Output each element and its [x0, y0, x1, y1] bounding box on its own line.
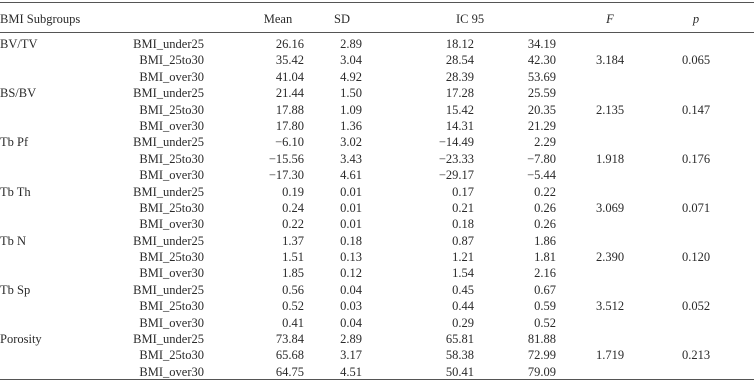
ic95-upper-cell: 2.16 [534, 266, 556, 281]
ic95-upper-cell: 34.19 [527, 37, 556, 51]
bmi-subgroup-cell: BMI_over30 [139, 364, 204, 379]
header-sd: SD [334, 12, 350, 26]
bmi-subgroup-cell: BMI_under25 [133, 135, 204, 150]
ic95-upper-cell: 1.86 [534, 233, 556, 248]
bmi-subgroup-cell: BMI_under25 [133, 86, 204, 101]
ic95-upper-cell: 2.29 [534, 135, 556, 150]
sd-cell: 0.04 [340, 282, 362, 297]
table-row [0, 347, 754, 363]
bmi-subgroup-cell: BMI_over30 [139, 69, 204, 84]
variable-label: BV/TV [0, 37, 38, 51]
ic95-upper-cell: 21.29 [527, 118, 556, 133]
bmi-subgroup-cell: BMI_over30 [139, 118, 204, 133]
table-row [0, 134, 754, 150]
ic95-upper-cell: 42.30 [527, 53, 556, 68]
sd-cell: 3.17 [340, 348, 362, 363]
sd-cell: 0.18 [340, 233, 362, 248]
bmi-subgroup-cell: BMI_under25 [133, 332, 204, 347]
f-statistic-cell: 2.390 [595, 250, 625, 265]
f-statistic-cell: 1.918 [595, 151, 625, 166]
mean-cell: 17.80 [275, 118, 304, 133]
bmi-subgroup-cell: BMI_over30 [139, 217, 204, 232]
bmi-subgroup-cell: BMI_over30 [139, 315, 204, 330]
sd-cell: 0.03 [340, 299, 362, 314]
table-row [0, 265, 754, 281]
sd-cell: 0.04 [340, 315, 362, 330]
bmi-subgroup-cell: BMI_25to30 [139, 348, 204, 363]
table-top-rule [0, 2, 754, 3]
ic95-upper-cell: 0.26 [534, 217, 556, 232]
table-bottom-rule [0, 379, 754, 380]
ic95-upper-cell: 0.52 [534, 315, 556, 330]
table-row [0, 102, 754, 118]
mean-cell: 21.44 [275, 86, 304, 101]
bmi-subgroup-cell: BMI_25to30 [139, 151, 204, 166]
table-row [0, 331, 754, 347]
ic95-upper-cell: 0.22 [534, 184, 556, 199]
ic95-lower-cell: 0.17 [452, 184, 474, 199]
mean-cell: 0.56 [282, 282, 304, 297]
table-row [0, 315, 754, 331]
p-value-cell: 0.052 [681, 299, 711, 314]
ic95-upper-cell: 72.99 [527, 348, 556, 363]
f-statistic-cell: 1.719 [595, 348, 625, 363]
table-body [0, 36, 754, 380]
mean-cell: 0.24 [282, 200, 304, 215]
table-row [0, 69, 754, 85]
ic95-upper-cell: 1.81 [534, 250, 556, 265]
ic95-lower-cell: −29.17 [438, 168, 474, 183]
bmi-subgroup-cell: BMI_under25 [133, 233, 204, 248]
sd-cell: 1.36 [340, 118, 362, 133]
header-ic-95: IC 95 [455, 12, 485, 26]
sd-cell: 1.09 [340, 102, 362, 117]
mean-cell: 73.84 [275, 332, 304, 347]
mean-cell: −6.10 [275, 135, 304, 150]
sd-cell: 4.92 [340, 69, 362, 84]
sd-cell: 3.43 [340, 151, 362, 166]
mean-cell: 0.52 [282, 299, 304, 314]
ic95-upper-cell: 0.67 [534, 282, 556, 297]
sd-cell: 3.04 [340, 53, 362, 68]
ic95-lower-cell: 0.29 [452, 315, 474, 330]
ic95-lower-cell: 28.39 [445, 69, 474, 84]
mean-cell: 17.88 [275, 102, 304, 117]
ic95-upper-cell: 79.09 [527, 364, 556, 379]
mean-cell: 35.42 [275, 53, 304, 68]
bmi-subgroup-cell: BMI_25to30 [139, 53, 204, 68]
ic95-lower-cell: 28.54 [445, 53, 474, 68]
ic95-upper-cell: −7.80 [527, 151, 556, 166]
ic95-lower-cell: 0.45 [452, 282, 474, 297]
p-value-cell: 0.065 [681, 53, 711, 68]
ic95-upper-cell: 20.35 [527, 102, 556, 117]
ic95-lower-cell: 58.38 [445, 348, 474, 363]
table-row [0, 184, 754, 200]
mean-cell: 0.41 [282, 315, 304, 330]
ic95-upper-cell: 0.59 [534, 299, 556, 314]
bmi-subgroup-cell: BMI_25to30 [139, 200, 204, 215]
mean-cell: 64.75 [275, 364, 304, 379]
sd-cell: 0.01 [340, 200, 362, 215]
variable-label: Tb Pf [0, 135, 29, 150]
table-row [0, 200, 754, 216]
mean-cell: 1.51 [282, 250, 304, 265]
variable-label: Porosity [0, 332, 42, 347]
table-row [0, 298, 754, 314]
header-p: p [692, 12, 700, 26]
sd-cell: 4.51 [340, 364, 362, 379]
ic95-lower-cell: 18.12 [445, 37, 474, 51]
table-row [0, 249, 754, 265]
variable-label: Tb Th [0, 184, 31, 199]
bmi-subgroup-cell: BMI_over30 [139, 168, 204, 183]
table-row [0, 52, 754, 68]
variable-label: Tb N [0, 233, 27, 248]
sd-cell: 3.02 [340, 135, 362, 150]
p-value-cell: 0.176 [681, 151, 711, 166]
f-statistic-cell: 3.069 [595, 200, 625, 215]
sd-cell: 0.01 [340, 217, 362, 232]
table-header-row [0, 8, 754, 30]
sd-cell: 0.01 [340, 184, 362, 199]
variable-label: Tb Sp [0, 282, 31, 297]
bmi-subgroup-cell: BMI_under25 [133, 184, 204, 199]
bmi-subgroup-cell: BMI_under25 [133, 282, 204, 297]
ic95-lower-cell: 15.42 [445, 102, 474, 117]
ic95-lower-cell: 1.54 [452, 266, 474, 281]
header-f: F [606, 12, 614, 26]
ic95-lower-cell: 0.44 [452, 299, 474, 314]
bmi-subgroup-cell: BMI_25to30 [139, 250, 204, 265]
ic95-lower-cell: −14.49 [438, 135, 474, 150]
header-bmi-subgroups: BMI Subgroups [0, 12, 81, 26]
mean-cell: 1.37 [282, 233, 304, 248]
mean-cell: 65.68 [275, 348, 304, 363]
table-header-rule [0, 32, 754, 33]
table-row [0, 118, 754, 134]
sd-cell: 1.50 [340, 86, 362, 101]
ic95-lower-cell: 65.81 [445, 332, 474, 347]
ic95-lower-cell: 17.28 [445, 86, 474, 101]
p-value-cell: 0.147 [681, 102, 711, 117]
ic95-upper-cell: 81.88 [527, 332, 556, 347]
bmi-subgroup-cell: BMI_over30 [139, 266, 204, 281]
table-row [0, 151, 754, 167]
mean-cell: −15.56 [268, 151, 304, 166]
ic95-lower-cell: 50.41 [445, 364, 474, 379]
table-row [0, 233, 754, 249]
table-row [0, 216, 754, 232]
sd-cell: 2.89 [340, 332, 362, 347]
mean-cell: 26.16 [275, 37, 304, 51]
bmi-subgroup-cell: BMI_under25 [133, 37, 204, 51]
ic95-upper-cell: 53.69 [527, 69, 556, 84]
ic95-lower-cell: 0.18 [452, 217, 474, 232]
mean-cell: 0.19 [282, 184, 304, 199]
sd-cell: 2.89 [340, 37, 362, 51]
sd-cell: 4.61 [340, 168, 362, 183]
mean-cell: 41.04 [275, 69, 304, 84]
sd-cell: 0.12 [340, 266, 362, 281]
ic95-upper-cell: 25.59 [527, 86, 556, 101]
mean-cell: −17.30 [268, 168, 304, 183]
ic95-upper-cell: 0.26 [534, 200, 556, 215]
ic95-lower-cell: 0.21 [452, 200, 474, 215]
ic95-lower-cell: −23.33 [438, 151, 474, 166]
table-row [0, 167, 754, 183]
table-row [0, 85, 754, 101]
ic95-upper-cell: −5.44 [527, 168, 556, 183]
ic95-lower-cell: 14.31 [445, 118, 474, 133]
bmi-subgroup-cell: BMI_25to30 [139, 299, 204, 314]
f-statistic-cell: 3.512 [595, 299, 625, 314]
p-value-cell: 0.213 [681, 348, 711, 363]
sd-cell: 0.13 [340, 250, 362, 265]
p-value-cell: 0.071 [681, 200, 711, 215]
mean-cell: 1.85 [282, 266, 304, 281]
mean-cell: 0.22 [282, 217, 304, 232]
f-statistic-cell: 2.135 [595, 102, 625, 117]
table-row [0, 282, 754, 298]
bmi-subgroup-cell: BMI_25to30 [139, 102, 204, 117]
table-row [0, 364, 754, 380]
f-statistic-cell: 3.184 [595, 53, 625, 68]
ic95-lower-cell: 1.21 [452, 250, 474, 265]
table-row [0, 36, 754, 52]
variable-label: BS/BV [0, 86, 37, 101]
p-value-cell: 0.120 [681, 250, 711, 265]
header-mean: Mean [263, 12, 293, 26]
ic95-lower-cell: 0.87 [452, 233, 474, 248]
